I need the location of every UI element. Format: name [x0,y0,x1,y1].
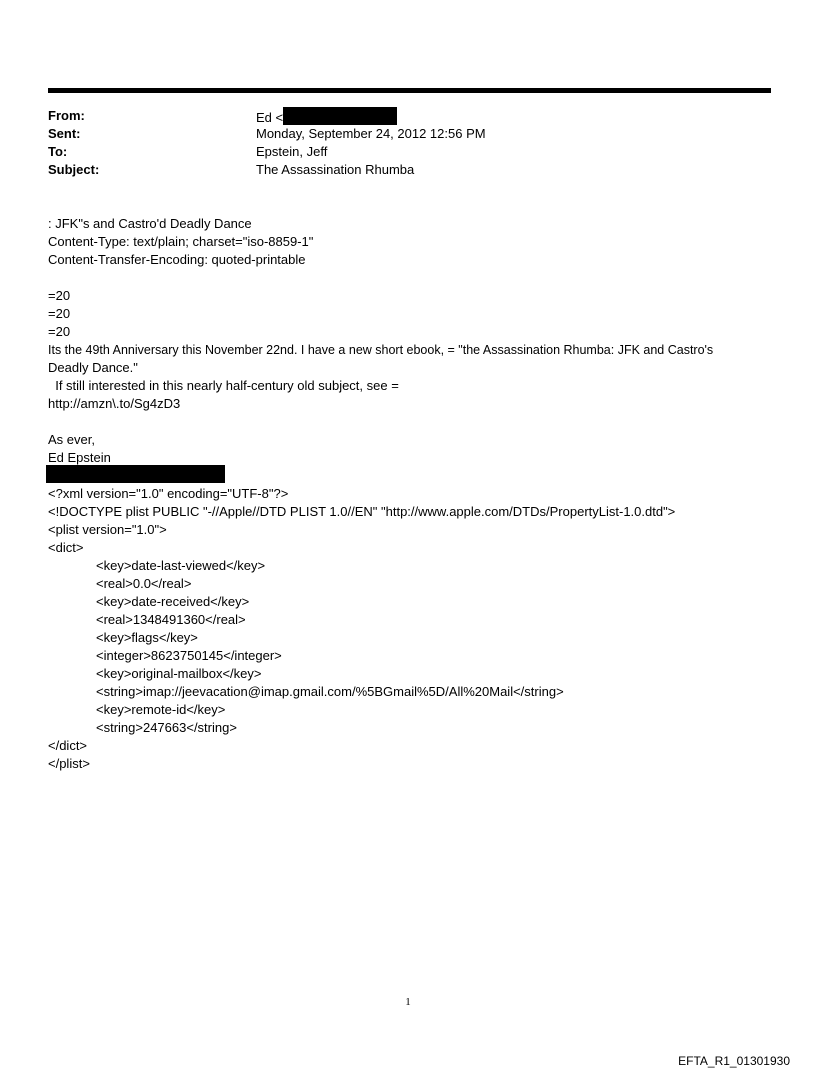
plist-line: <real>1348491360</real> [96,612,246,627]
body-line: =20 [48,288,71,303]
body-line: Deadly Dance." [48,360,138,375]
document-id: EFTA_R1_01301930 [678,1054,790,1068]
header-rule [48,88,771,93]
body-line: As ever, [48,432,95,447]
plist-line: <string>imap://jeevacation@imap.gmail.com/%5BGmail%5D/All%20Mail</string> [96,684,564,699]
body-line: Content-Type: text/plain; charset="iso-8859-1" [48,234,314,249]
plist-line: <key>date-received</key> [96,594,250,609]
body-line: Its the 49th Anniversary this November 22nd. I have a new short ebook, = "the Assassination Rhumba: JFK and Castro's [48,343,714,357]
plist-line: <integer>8623750145</integer> [96,648,282,663]
from-name: Ed < [256,110,284,125]
redaction-box [46,465,225,483]
signature-name: Ed Epstein [48,450,111,465]
redaction-box [283,107,397,125]
plist-line: <real>0.0</real> [96,576,192,591]
plist-line: <!DOCTYPE plist PUBLIC "-//Apple//DTD PLIST 1.0//EN" "http://www.apple.com/DTDs/PropertyList-1.0.dtd"> [48,504,676,519]
plist-line: </dict> [48,738,88,753]
plist-line: <key>original-mailbox</key> [96,666,262,681]
from-label: From: [48,108,85,123]
to-value: Epstein, Jeff [256,144,328,159]
plist-line: <plist version="1.0"> [48,522,167,537]
plist-line: <key>remote-id</key> [96,702,226,717]
sent-value: Monday, September 24, 2012 12:56 PM [256,126,486,141]
plist-line: <key>flags</key> [96,630,198,645]
plist-line: <?xml version="1.0" encoding="UTF-8"?> [48,486,289,501]
body-line: =20 [48,324,71,339]
sent-label: Sent: [48,126,81,141]
page-number: 1 [405,996,411,1008]
plist-line: </plist> [48,756,90,771]
body-line: Content-Transfer-Encoding: quoted-printable [48,252,306,267]
body-line: =20 [48,306,71,321]
plist-line: <string>247663</string> [96,720,237,735]
to-label: To: [48,144,68,159]
body-line: If still interested in this nearly half-century old subject, see = [48,378,399,393]
subject-label: Subject: [48,162,100,177]
body-line: : JFK"s and Castro'd Deadly Dance [48,216,252,231]
plist-line: <dict> [48,540,84,555]
subject-value: The Assassination Rhumba [256,162,415,177]
plist-line: <key>date-last-viewed</key> [96,558,266,573]
from-value [256,107,397,127]
body-link[interactable]: http://amzn\.to/Sg4zD3 [48,396,181,411]
